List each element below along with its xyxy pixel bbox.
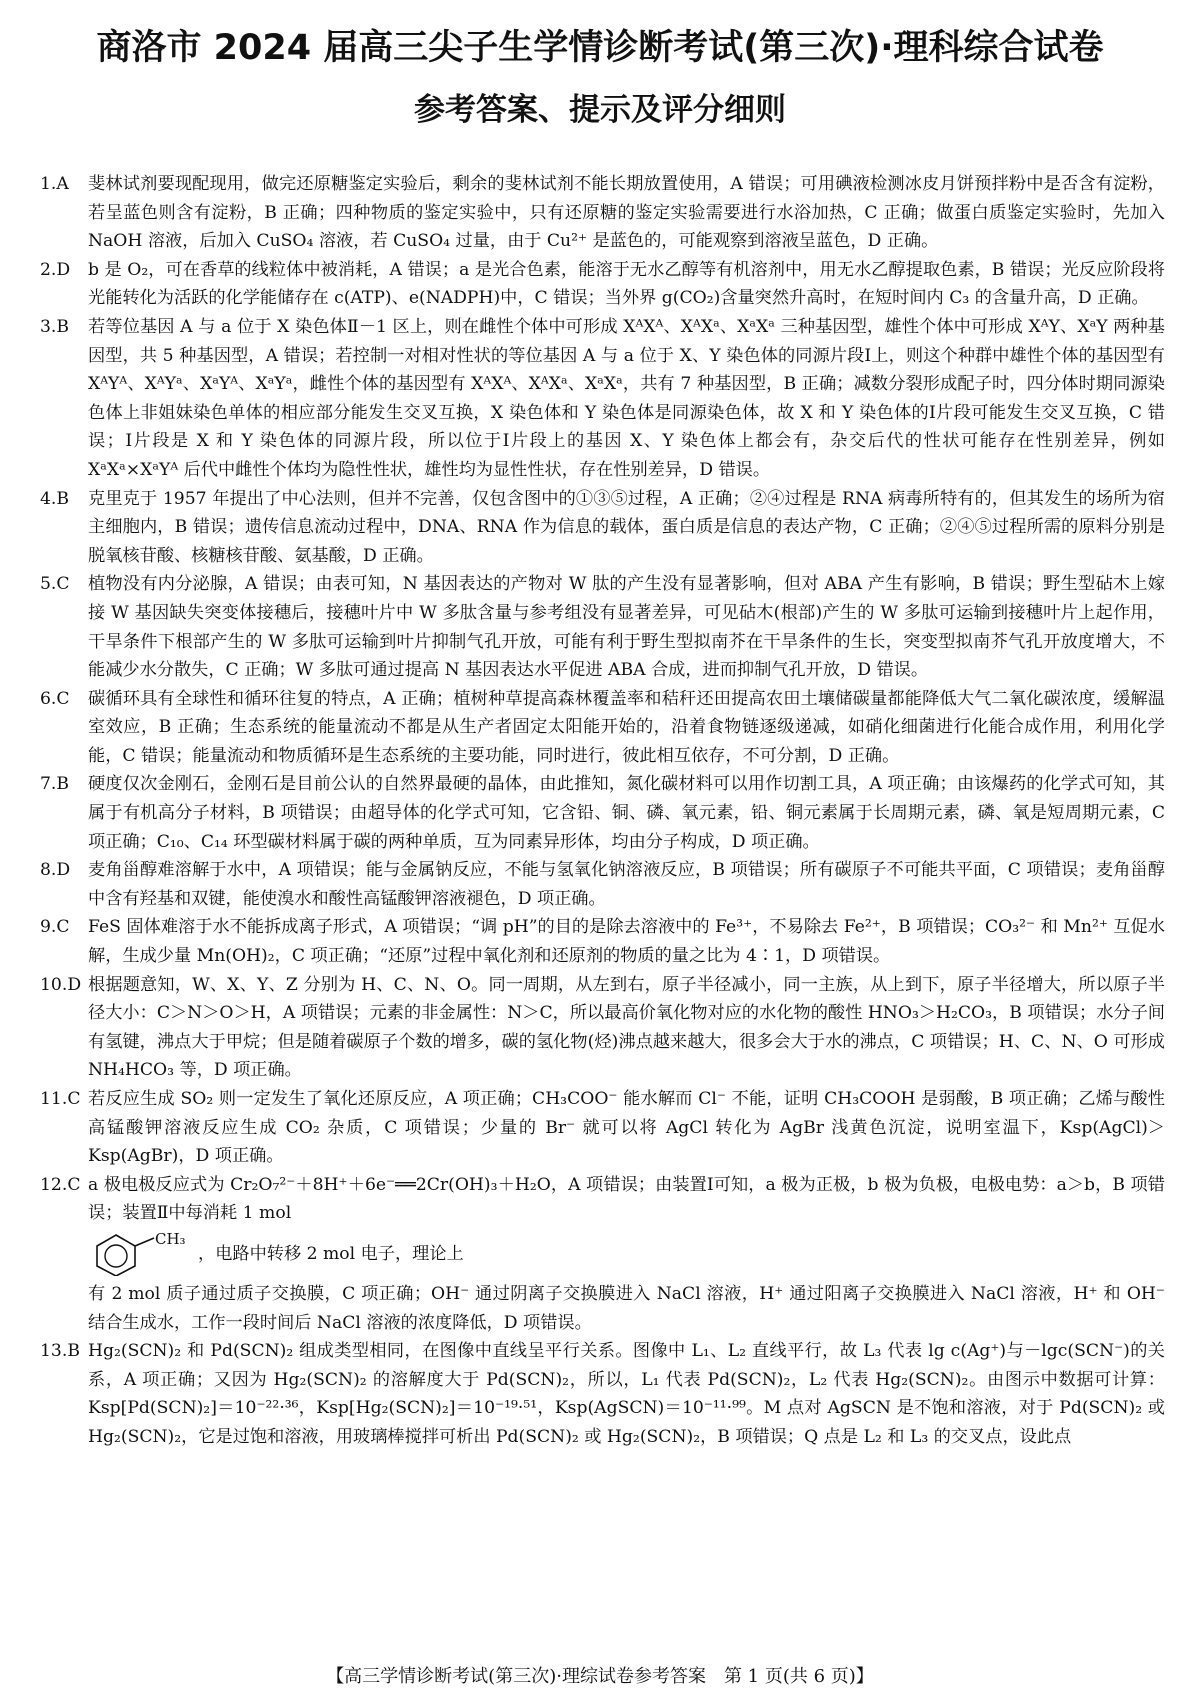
answer-item (40, 170, 1165, 256)
answer-number: 9.C (40, 917, 70, 938)
page-footer: 【高三学情诊断考试(第三次)·理综试卷参考答案 第 1 页(共 6 页)】 (326, 1666, 874, 1687)
answer-text: b 是 O₂，可在香草的线粒体中被消耗，A 错误；a 是光合色素，能溶于无水乙醇等有机溶剂中，用无水乙醇提取色素，B 错误；光反应阶段将光能转化为活跃的化学能储存在 c(ATP)、e(NADPH)中，C 错误；当外界 g(CO₂)含量突然升高时，在短时间内 C₃ 的含量升高，D 正确。 (88, 259, 1165, 309)
answer-text: 植物没有内分泌腺，A 错误；由表可知，N 基因表达的产物对 W 肽的产生没有显著影响，但对 ABA 产生有影响，B 错误；野生型砧木上嫁接 W 基因缺失突变体接穗后，接穗叶片中 W 多肽含量与参考组没有显著差异，可见砧木(根部)产生的 W 多肽可运输到接穗叶片上起作用，干旱条件下根部产生的 W 多肽可运输到叶片抑制气孔开放，可能有利于野生型拟南芥在干旱条件的生长，突变型拟南芥气孔开放度增大，不能减少水分散失，C 正确；W 多肽可通过提高 N 基因表达水平促进 ABA 合成，进而抑制气孔开放，D 错误。 (88, 574, 1165, 681)
answer-text (88, 1171, 1165, 1337)
answer-item (40, 570, 1165, 684)
answer-text: 斐林试剂要现配现用，做完还原糖鉴定实验后，剩余的斐林试剂不能长期放置使用，A 错误；可用碘液检测冰皮月饼预拌粉中是否含有淀粉，若呈蓝色则含有淀粉，B 正确；四种物质的鉴定实验中，只有还原糖的鉴定实验需要进行水浴加热，C 正确；做蛋白质鉴定实验时，先加入 NaOH 溶液，后加入 CuSO₄ 溶液，若 CuSO₄ 过量，由于 Cu²⁺ 是蓝色的，可能观察到溶液呈蓝色，D 正确。 (88, 174, 1165, 252)
answer-text: Hg₂(SCN)₂ 和 Pd(SCN)₂ 组成类型相同，在图像中直线呈平行关系。图像中 L₁、L₂ 直线平行，故 L₃ 代表 lg c(Ag⁺)与－lgc(SCN⁻)的关系，A 项正确；又因为 Hg₂(SCN)₂ 的溶解度大于 Pd(SCN)₂，所以，L₁ 代表 Pd(SCN)₂，L₂ 代表 Hg₂(SCN)₂。由图示中数据可计算：Ksp[Pd(SCN)₂]＝10⁻²²·³⁶，Ksp[Hg₂(SCN)₂]＝10⁻¹⁹·⁵¹，Ksp(AgSCN)＝10⁻¹¹·⁹⁹。M 点对 AgSCN 是不饱和溶液，对于 Pd(SCN)₂ 或 Hg₂(SCN)₂，它是过饱和溶液，用玻璃棒搅拌可析出 Pd(SCN)₂ 或 Hg₂(SCN)₂，B 项错误；Q 点是 L₂ 和 L₃ 的交叉点，设此点 (88, 1341, 1165, 1447)
answer-text: 碳循环具有全球性和循环往复的特点，A 正确；植树种草提高森林覆盖率和秸秆还田提高农田土壤储碳量都能降低大气二氧化碳浓度，缓解温室效应，B 正确；生态系统的能量流动不都是从生产者固定太阳能开始的，沿着食物链逐级递减，如硝化细菌进行化能合成作用，利用化学能，C 错误；能量流动和物质循环是生态系统的主要功能，同时进行，彼此相互依存，不可分割，D 正确。 (88, 688, 1165, 766)
answer-item (40, 1085, 1165, 1171)
answer-text: 硬度仅次金刚石，金刚石是目前公认的自然界最硬的晶体，由此推知，氮化碳材料可以用作切割工具，A 项正确；由该爆药的化学式可知，其属于有机高分子材料，B 项错误；由超导体的化学式可知，它含铅、铜、磷、氧元素，铅、铜元素属于长周期元素，磷、氧是短周期元素，C 项正确；C₁₀、C₁₄ 环型碳材料属于碳的两种单质，互为同素异形体，均由分子构成，D 项正确。 (88, 774, 1165, 852)
answer-item (40, 913, 1165, 970)
answer-item (40, 770, 1165, 856)
answer-number: 5.C (40, 574, 70, 595)
answer-number: 10.D (40, 974, 82, 995)
answer-text: FeS 固体难溶于水不能拆成离子形式，A 项错误；“调 pH”的目的是除去溶液中的 Fe³⁺，不易除去 Fe²⁺，B 项错误；CO₃²⁻ 和 Mn²⁺ 互促水解，生成少量 Mn(OH)₂，C 项正确；“还原”过程中氧化剂和还原剂的物质的量之比为 4∶1，D 项错误。 (88, 917, 1165, 967)
answer-item (40, 1171, 1165, 1337)
document-subtitle: 参考答案、提示及评分细则 (414, 92, 786, 128)
answer-number: 11.C (40, 1089, 81, 1109)
answer-item (40, 1337, 1165, 1451)
answer-number: 6.C (40, 688, 70, 709)
answer-number: 1.A (40, 174, 69, 194)
answer-text: 根据题意知，W、X、Y、Z 分别为 H、C、N、O。同一周期，从左到右，原子半径减小，同一主族，从上到下，原子半径增大，所以原子半径大小：C＞N＞O＞H，A 项错误；元素的非金属性：N＞C，所以最高价氧化物对应的水化物的酸性 HNO₃＞H₂CO₃，B 项错误；水分子间有氢键，沸点大于甲烷；但是随着碳原子个数的增多，碳的氢化物(烃)沸点越来越大，很多会大于水的沸点，C 项错误；H、C、N、O 可形成 NH₄HCO₃ 等，D 项正确。 (88, 974, 1165, 1081)
answer-number: 2.D (40, 259, 71, 280)
answer-item (40, 256, 1165, 313)
answer-item (40, 313, 1165, 485)
answer-item (40, 856, 1165, 913)
answer-text-part: ，电路中转移 2 mol 电子，理论上 (198, 1243, 464, 1264)
answer-text: 克里克于 1957 年提出了中心法则，但并不完善，仅包含图中的①③⑤过程，A 正确；②④过程是 RNA 病毒所特有的，但其发生的场所为宿主细胞内，B 错误；遗传信息流动过程中，DNA、RNA 作为信息的载体，蛋白质是信息的表达产物，C 正确；②④⑤过程所需的原料分别是脱氧核苷酸、核糖核苷酸、氨基酸，D 正确。 (88, 488, 1165, 566)
answer-number: 12.C (40, 1174, 81, 1195)
answer-number: 3.B (40, 316, 70, 337)
answer-item (40, 685, 1165, 771)
answer-text: 若反应生成 SO₂ 则一定发生了氧化还原反应，A 项正确；CH₃COO⁻ 能水解而 Cl⁻ 不能，证明 CH₃COOH 是弱酸，B 项正确；乙烯与酸性高锰酸钾溶液反应生成 CO₂ 杂质，C 项错误；少量的 Br⁻ 就可以将 AgCl 转化为 AgBr 浅黄色沉淀，说明室温下，Ksp(AgCl)＞Ksp(AgBr)，D 项正确。 (88, 1089, 1165, 1167)
answer-number: 8.D (40, 860, 71, 881)
answer-item (40, 485, 1165, 571)
answer-number: 7.B (40, 774, 70, 795)
answer-text: 麦角甾醇难溶解于水中，A 项错误；能与金属钠反应，不能与氢氧化钠溶液反应，B 项错误；所有碳原子不可能共平面，C 项错误；麦角甾醇中含有羟基和双键，能使溴水和酸性高锰酸钾溶液褪色，D 项正确。 (88, 860, 1165, 909)
answer-item (40, 971, 1165, 1085)
methyl-label: CH₃ (155, 1232, 186, 1249)
document-title: 商洛市 2024 届高三尖子生学情诊断考试(第三次)·理科综合试卷 (96, 28, 1104, 68)
answer-text: 若等位基因 A 与 a 位于 X 染色体Ⅱ－1 区上，则在雌性个体中可形成 XᴬXᴬ、XᴬXᵃ、XᵃXᵃ 三种基因型，雄性个体中可形成 XᴬY、XᵃY 两种基因型，共 5 种基因型，A 错误；若控制一对相对性状的等位基因 A 与 a 位于 X、Y 染色体的同源片段Ⅰ上，则这个种群中雄性个体的基因型有 XᴬYᴬ、XᴬYᵃ、XᵃYᴬ、XᵃYᵃ，雌性个体的基因型有 XᴬXᴬ、XᴬXᵃ、XᵃXᵃ，共有 7 种基因型，B 正确；减数分裂形成配子时，四分体时期同源染色体上非姐妹染色单体的相应部分能发生交叉互换，X 染色体和 Y 染色体是同源染色体，故 X 和 Y 染色体的Ⅰ片段可能发生交叉互换，C 错误；Ⅰ片段是 X 和 Y 染色体的同源片段，所以位于Ⅰ片段上的基因 X、Y 染色体上都会有，杂交后代的性状可能存在性别差异，例如 XᵃXᵃ×XᵃYᴬ 后代中雌性个体均为隐性性状，雄性均为显性性状，存在性别差异，D 错误。 (88, 316, 1165, 480)
answer-number: 13.B (40, 1341, 80, 1362)
toluene-row (88, 1228, 1165, 1280)
answer-number: 4.B (40, 488, 70, 509)
answer-text-part: 有 2 mol 质子通过质子交换膜，C 项正确；OH⁻ 通过阴离子交换膜进入 NaCl 溶液，H⁺ 通过阳离子交换膜进入 NaCl 溶液，H⁺ 和 OH⁻ 结合生成水，工作一段时间后 NaCl 溶液的浓度降低，D 项错误。 (88, 1283, 1165, 1333)
toluene-structure-icon (88, 1232, 198, 1276)
answer-list (40, 170, 1165, 1452)
answer-text-part: a 极电极反应式为 Cr₂O₇²⁻＋8H⁺＋6e⁻══2Cr(OH)₃＋H₂O，A 项错误；由装置Ⅰ可知，a 极为正极，b 极为负极，电极电势：a＞b，B 项错误；装置Ⅱ中每消耗 1 mol (88, 1174, 1165, 1224)
